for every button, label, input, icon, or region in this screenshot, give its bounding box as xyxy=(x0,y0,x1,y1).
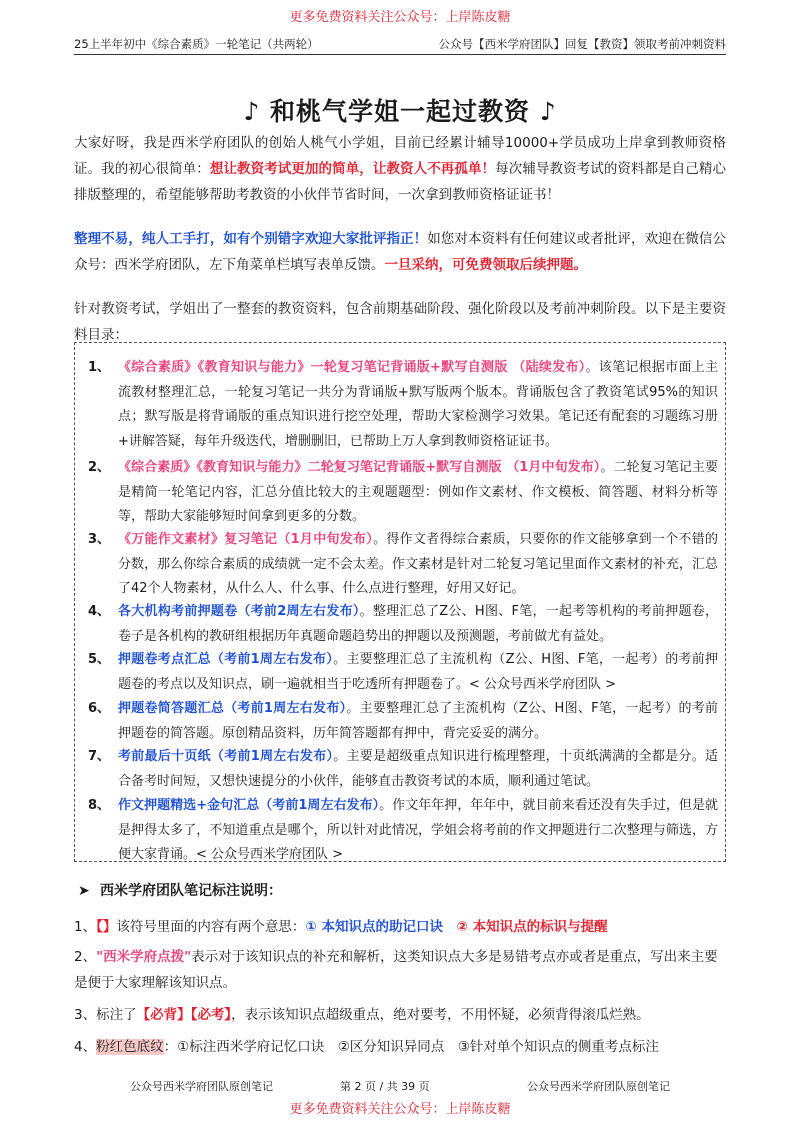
note-highlight: ① 本知识点的助记口诀 xyxy=(305,919,443,935)
item-title: 《综合素质》《教育知识与能力》二轮复习笔记背诵版+默写自测版 （1月中旬发布） xyxy=(118,460,601,475)
top-banner: 更多免费资料关注公众号：上岸陈皮糖 xyxy=(289,10,511,25)
arrow-icon: ➤ xyxy=(78,883,90,899)
header-left: 25上半年初中《综合素质》一轮笔记（共两轮） xyxy=(74,37,319,51)
item-title: 《综合素质》《教育知识与能力》一轮复习笔记背诵版+默写自测版 （陆续发布） xyxy=(118,360,586,375)
header-right: 公众号【西米学府团队】回复【教资】领取考前冲刺资料 xyxy=(438,37,726,51)
note-text: 表示对于该知识点的补充和解析，这类知识点大多是易错考点亦或者是重点，写出来主要是便于大家理解该知识点。 xyxy=(74,949,718,991)
item-body: 。整理汇总了Z公、H图、F笔，一起考等机构的考前押题卷，卷子是各机构的教研组根据历年真题命题趋势出的押题以及预测题，考前做尤有益处。 xyxy=(118,604,718,644)
note-highlight: 粉红色底纹 xyxy=(96,1039,164,1055)
catalog-item xyxy=(88,528,718,602)
item-body: 。该笔记根据市面上主流教材整理汇总，一轮复习笔记一共分为背诵版+默写版两个版本。背诵版包含了教资笔试95%的知识点；默写版是将背诵版的重点知识进行挖空处理，帮助大家检测学习效果。笔记还有配套的习题练习册+讲解答疑，每年升级迭代，增删删旧，已帮助上万人拿到教师资格证证书。 xyxy=(118,360,718,449)
note-text: 2、 xyxy=(74,949,97,965)
item-title: 《万能作文素材》复习笔记（1月中旬发布） xyxy=(118,532,374,547)
item-number: 1、 xyxy=(88,360,111,375)
note-3 xyxy=(74,1002,726,1028)
note-text: 3、标注了 xyxy=(74,1007,137,1023)
item-title: 考前最后十页纸（考前1周左右发布） xyxy=(118,749,334,764)
item-body: 。主要整理汇总了主流机构（Z公、H图、F笔，一起考）的考前押题卷的简答题。原创精品资料，历年简答题都有押中，背完妥妥的满分。 xyxy=(118,701,718,741)
item-body: 。作文年年押，年年中，就目前来看还没有失手过，但是就是押得太多了，不知道重点是哪个，所以针对此情况，学姐会将考前的作文押题进行二次整理与筛选，方便大家背诵。< 公众号西米学府团队 > xyxy=(118,798,718,863)
item-title: 各大机构考前押题卷（考前2周左右发布） xyxy=(118,604,360,619)
item-number: 3、 xyxy=(88,532,111,547)
intro-highlight: 一旦采纳，可免费领取后续押题。 xyxy=(384,257,587,273)
item-body: 。得作文者得综合素质，只要你的作文能够拿到一个不错的分数，那么你综合素质的成绩就一定不会太差。作文素材是针对二轮复习笔记里面作文素材的补充，汇总了42个人物素材，从什么人、什么事、什么点进行整理，好用又好记。 xyxy=(118,532,718,597)
section-title: 西米学府团队笔记标注说明： xyxy=(100,883,282,899)
intro-text: 如您对本资料有任何建议或者批评，欢迎在微信公众号：西米学府团队，左下角菜单栏填写表单反馈。 xyxy=(74,231,727,273)
footer-left: 公众号西米学府团队原创笔记 xyxy=(130,1080,273,1093)
page-header xyxy=(74,36,726,55)
bottom-banner: 更多免费资料关注公众号：上岸陈皮糖 xyxy=(289,1102,511,1117)
catalog-item xyxy=(88,600,718,649)
intro-paragraph-2 xyxy=(74,226,726,278)
note-text: 1、 xyxy=(74,919,97,935)
intro-text: 每次辅导教资考试的资料都是自己精心排版整理的，希望能够帮助考教资的小伙伴节省时间，一次拿到教师资格证证书！ xyxy=(74,161,727,203)
note-text: 4、 xyxy=(74,1039,97,1055)
note-1 xyxy=(74,914,726,940)
catalog-item xyxy=(88,794,718,868)
intro-paragraph-3: 针对教资考试，学姐出了一整套的教资资料，包含前期基础阶段、强化阶段以及考前冲刺阶段。以下是主要资料目录： xyxy=(74,301,726,343)
section-heading xyxy=(78,880,282,900)
item-title: 押题卷考点汇总（考前1周左右发布） xyxy=(118,652,334,667)
catalog-item xyxy=(88,697,718,746)
item-body: 。二轮复习笔记主要是精简一轮笔记内容，汇总分值比较大的主观题题型：例如作文素材、作文模板、简答题、材料分析等等，帮助大家能够短时间拿到更多的分数。 xyxy=(118,460,718,525)
note-highlight: "西米学府点拨" xyxy=(96,949,192,965)
item-number: 6、 xyxy=(88,701,111,716)
note-4 xyxy=(74,1034,726,1060)
note-highlight: 【必背】【必考】 xyxy=(136,1007,232,1023)
item-body: 。主要是超级重点知识进行梳理整理，十页纸满满的全都是分。适合备考时间短，又想快速提分的小伙伴，能够直击教资考试的本质，顺利通过笔试。 xyxy=(118,749,718,789)
note-text: 该符号里面的内容有两个意思： xyxy=(116,919,306,935)
intro-paragraph-1 xyxy=(74,130,726,208)
item-number: 7、 xyxy=(88,749,111,764)
page-title: ♪ 和桃气学姐一起过教资 ♪ xyxy=(243,97,557,126)
note-text: ：①标注西米学府记忆口诀 ②区分知识异同点 ③针对单个知识点的侧重考点标注 xyxy=(163,1039,659,1055)
intro-text: 大家好呀，我是西米学府团队的创始人桃气小学姐，目前已经累计辅导10000+学员成功上岸拿到教师资格证。我的初心很简单： xyxy=(74,135,726,177)
catalog-item xyxy=(88,745,718,794)
item-title: 作文押题精选+金句汇总（考前1周左右发布） xyxy=(118,798,380,813)
page-number: 第 2 页 / 共 39 页 xyxy=(340,1080,430,1093)
footer-right: 公众号西米学府团队原创笔记 xyxy=(527,1080,670,1093)
note-highlight: ② 本知识点的标识与提醒 xyxy=(456,919,608,935)
item-number: 8、 xyxy=(88,798,111,813)
note-text: ，表示该知识点超级重点，绝对要考，不用怀疑，必须背得滚瓜烂熟。 xyxy=(231,1007,650,1023)
item-body: 。主要整理汇总了主流机构（Z公、H图、F笔，一起考）的考前押题卷的考点以及知识点，刷一遍就相当于吃透所有押题卷了。< 公众号西米学府团队 > xyxy=(118,652,718,692)
intro-highlight: 整理不易，纯人工手打，如有个别错字欢迎大家批评指正！ xyxy=(74,231,428,247)
catalog-item xyxy=(88,648,718,697)
catalog-item xyxy=(88,456,718,530)
item-title: 押题卷简答题汇总（考前1周左右发布） xyxy=(118,701,347,716)
catalog-item xyxy=(88,356,718,454)
item-number: 5、 xyxy=(88,652,111,667)
intro-highlight: 想让教资考试更加的简单，让教资人不再孤单！ xyxy=(209,161,496,177)
note-symbol: 【】 xyxy=(96,919,117,935)
item-number: 4、 xyxy=(88,604,111,619)
note-2 xyxy=(74,944,726,996)
item-number: 2、 xyxy=(88,460,111,475)
